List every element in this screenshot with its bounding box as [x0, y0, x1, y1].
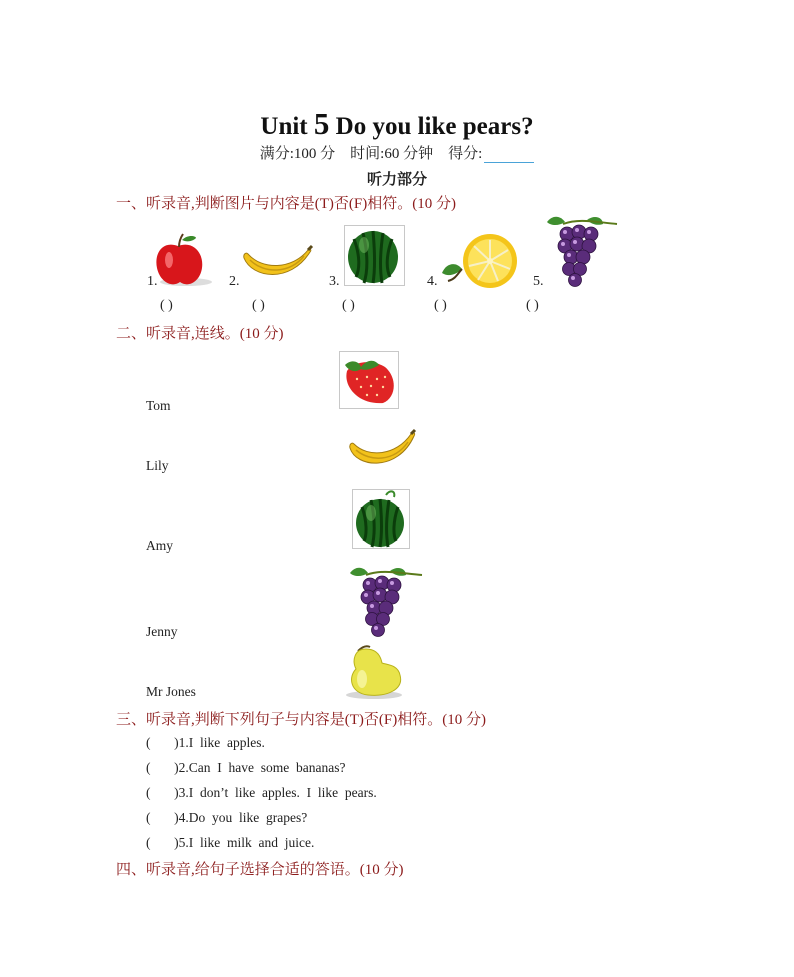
match-name: Tom [146, 398, 171, 413]
exam-meta [0, 142, 794, 163]
match-name: Lily [146, 458, 169, 473]
section4-heading: 四、听录音,给句子选择合适的答语。(10 分) [116, 862, 404, 878]
lemon-icon [438, 233, 522, 289]
title-prefix: Unit [260, 113, 314, 140]
s1-item-number: 3. [329, 274, 340, 289]
score-blank[interactable] [484, 147, 534, 163]
section1-heading: 一、听录音,判断图片与内容是(T)否(F)相符。(10 分) [116, 196, 456, 212]
full-marks: 满分:100 分 [259, 146, 336, 162]
apple-icon [152, 232, 214, 288]
s1-item-number: 4. [427, 274, 438, 289]
banana-icon [240, 244, 314, 284]
match-name: Jenny [146, 624, 178, 639]
pear-icon [344, 641, 410, 699]
title-unit-number: 5 [313, 106, 330, 141]
banana-icon [346, 428, 418, 472]
s1-item-number: 2. [229, 274, 240, 289]
grapes-icon [346, 563, 426, 639]
strawberry-icon [339, 351, 399, 409]
section3-heading: 三、听录音,判断下列句子与内容是(T)否(F)相符。(10 分) [116, 712, 486, 728]
s1-answer-blank[interactable]: ( ) [342, 298, 355, 313]
time-limit: 时间:60 分钟 [350, 146, 434, 162]
judgement-sentence: ( )5.I like milk and juice. [146, 835, 315, 850]
watermelon-icon [352, 489, 410, 549]
s1-answer-blank[interactable]: ( ) [252, 298, 265, 313]
s1-answer-blank[interactable]: ( ) [160, 298, 173, 313]
judgement-sentence: ( )1.I like apples. [146, 735, 265, 750]
s1-answer-blank[interactable]: ( ) [526, 298, 539, 313]
part-heading: 听力部分 [366, 170, 427, 188]
match-name: Mr Jones [146, 684, 196, 699]
section2-heading: 二、听录音,连线。(10 分) [116, 326, 284, 342]
judgement-sentence: ( )4.Do you like grapes? [146, 810, 308, 825]
grapes-icon [543, 212, 623, 290]
judgement-sentence: ( )3.I don’t like apples. I like pears. [146, 785, 377, 800]
watermelon-icon [344, 225, 406, 287]
page-title [0, 106, 794, 142]
match-name: Amy [146, 538, 173, 553]
s1-item-number: 1. [147, 274, 158, 289]
s1-answer-blank[interactable]: ( ) [434, 298, 447, 313]
s1-item-number: 5. [533, 274, 544, 289]
judgement-sentence: ( )2.Can I have some bananas? [146, 760, 346, 775]
title-suffix: Do you like pears? [329, 113, 534, 140]
score-label: 得分: [448, 146, 483, 162]
